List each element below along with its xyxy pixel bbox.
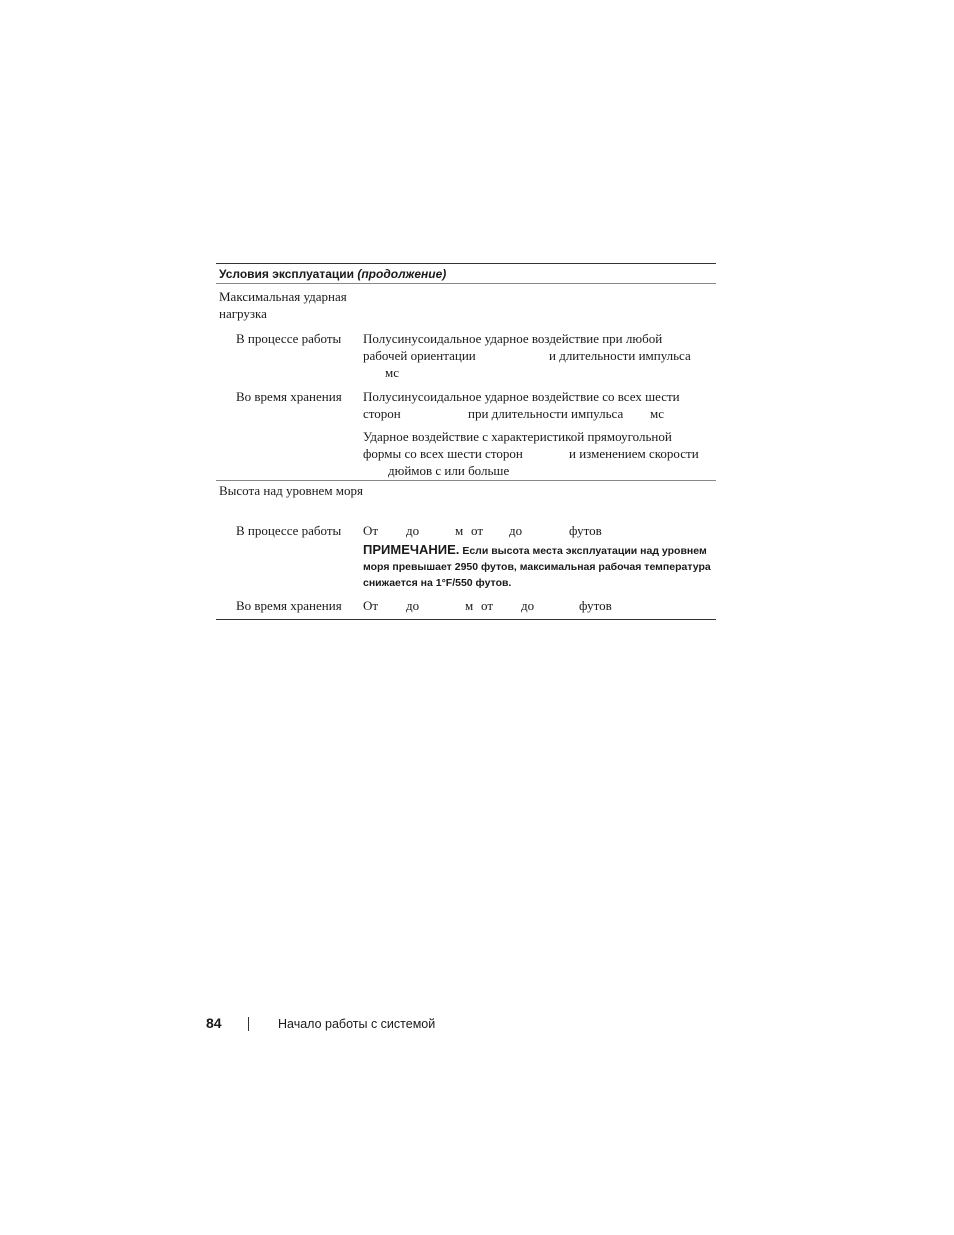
shock-storage-line2c: мс <box>650 406 664 421</box>
table-title: Условия эксплуатации <box>219 267 354 281</box>
footer-separator <box>248 1017 249 1031</box>
altitude-st-unit-ft: футов <box>579 598 612 613</box>
shock-storage-line2a: сторон <box>363 406 401 421</box>
altitude-operating-label: В процессе работы <box>236 523 342 538</box>
altitude-operating-value <box>363 522 715 539</box>
environment-spec-table <box>216 263 716 620</box>
altitude-op-to: до <box>406 523 420 538</box>
shock-storage-line2b: при длительности импульса <box>468 406 624 421</box>
altitude-title: Высота над уровнем моря <box>219 483 364 498</box>
shock-section <box>216 284 716 481</box>
altitude-op-unit-m: м <box>455 523 464 538</box>
note-label: ПРИМЕЧАНИЕ. <box>363 542 460 557</box>
shock-storage-value <box>363 388 715 478</box>
shock-operating-label: В процессе работы <box>236 331 342 346</box>
table-header <box>216 264 716 284</box>
shock-operating-line2b: и длительности импульса <box>549 348 691 363</box>
footer-title: Начало работы с системой <box>278 1017 436 1031</box>
shock-storage-line1: Полусинусоидальное ударное воздействие со всех шести <box>363 389 680 404</box>
altitude-st-from: От <box>363 598 379 613</box>
page-number: 84 <box>206 1015 222 1031</box>
altitude-op-from2: от <box>471 523 484 538</box>
altitude-op-to2: до <box>509 523 523 538</box>
altitude-st-unit-m: м <box>465 598 474 613</box>
altitude-note <box>363 542 715 591</box>
shock-square-line3: дюймов с или больше <box>388 463 510 478</box>
shock-operating-line2a: рабочей ориентации <box>363 348 476 363</box>
shock-square-line2b: и изменением скорости <box>569 446 699 461</box>
note-text: Если высота места эксплуатации над уровнем моря превышает 2950 футов, максимальная рабочая температура снижается на 1°F/550 футов. <box>363 545 711 589</box>
altitude-storage-value <box>363 597 715 614</box>
altitude-section <box>216 481 716 619</box>
shock-operating-line3: мс <box>385 365 399 380</box>
altitude-st-from2: от <box>481 598 494 613</box>
shock-square-line2a: формы со всех шести сторон <box>363 446 523 461</box>
shock-operating-line1: Полусинусоидальное ударное воздействие при любой <box>363 331 663 346</box>
shock-operating-value <box>363 330 715 381</box>
altitude-st-to: до <box>406 598 420 613</box>
altitude-storage-label: Во время хранения <box>236 598 342 613</box>
altitude-st-to2: до <box>521 598 535 613</box>
shock-storage-label: Во время хранения <box>236 389 342 404</box>
altitude-op-unit-ft: футов <box>569 523 602 538</box>
altitude-op-from: От <box>363 523 379 538</box>
table-continued-label: (продолжение) <box>357 267 447 281</box>
shock-title: Максимальная ударная нагрузка <box>219 289 347 321</box>
shock-square-line1: Ударное воздействие с характеристикой прямоугольной <box>363 429 672 444</box>
